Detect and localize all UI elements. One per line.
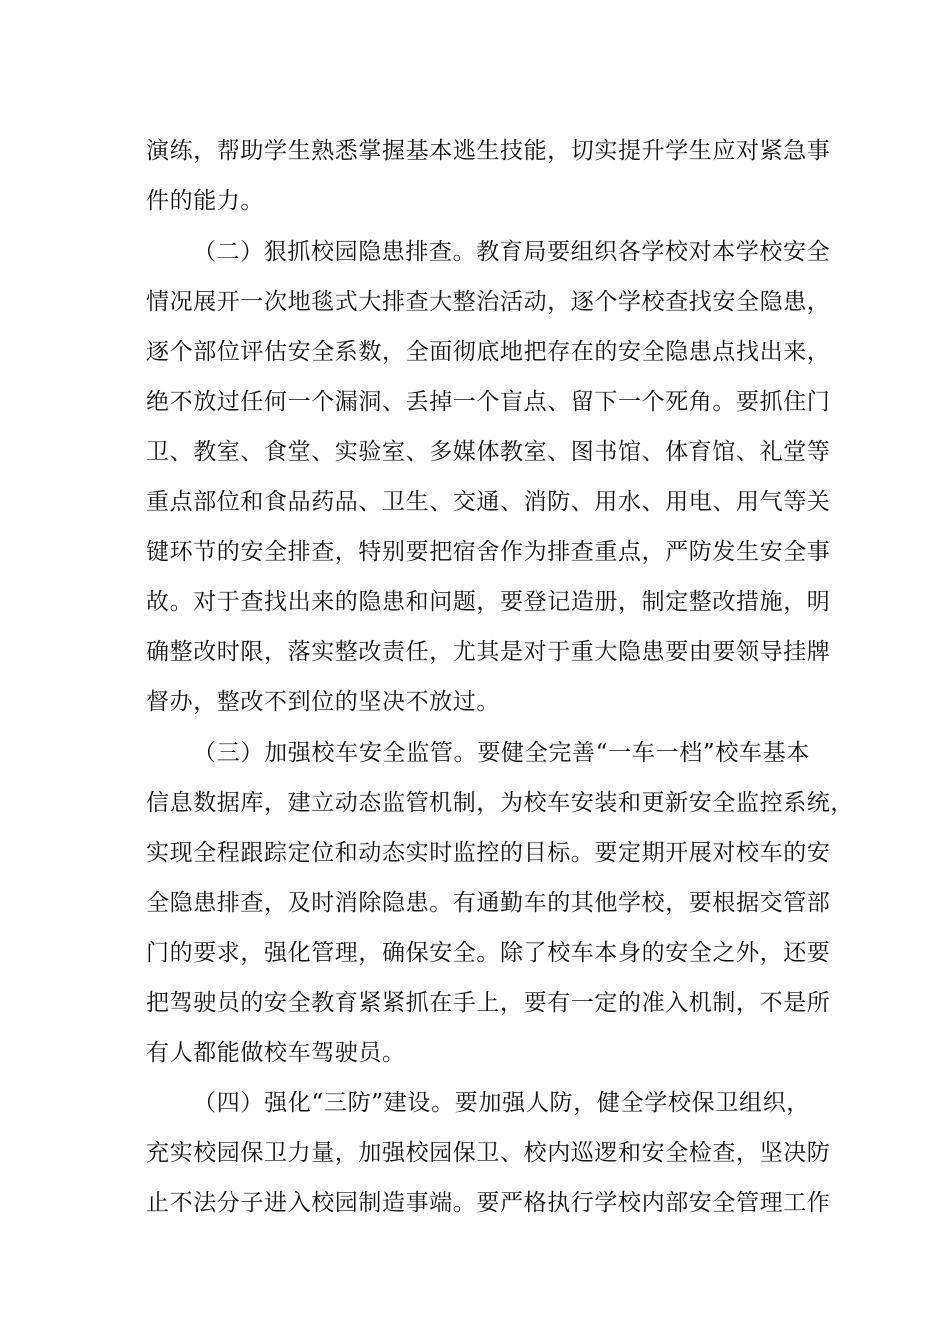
- body-text-line: 故。对于查找出来的隐患和问题，要登记造册，制定整改措施，明: [146, 589, 831, 615]
- body-text-line: 键环节的安全排查，特别要把宿舍作为排查重点，严防发生安全事: [146, 539, 831, 565]
- body-text-line: 逐个部位评估安全系数，全面彻底地把存在的安全隐患点找出来，: [146, 339, 831, 365]
- paragraph-heading-line: （三）加强校车安全监管。要健全完善“一车一档”校车基本: [193, 740, 810, 766]
- body-text-line: 确整改时限，落实整改责任，尤其是对于重大隐患要由要领导挂牌: [146, 639, 831, 665]
- body-text-line: 全隐患排查，及时消除隐患。有通勤车的其他学校，要根据交管部: [146, 890, 831, 916]
- body-text-line: 绝不放过任何一个漏洞、丢掉一个盲点、留下一个死角。要抓住门: [146, 389, 831, 415]
- body-text-line: 卫、教室、食堂、实验室、多媒体教室、图书馆、体育馆、礼堂等: [146, 439, 831, 465]
- body-text-line: 演练，帮助学生熟悉掌握基本逃生技能，切实提升学生应对紧急事: [146, 138, 831, 164]
- paragraph-heading-line: （四）强化“三防”建设。要加强人防，健全学校保卫组织，: [193, 1090, 810, 1116]
- body-text-line: 把驾驶员的安全教育紧紧抓在手上，要有一定的准入机制，不是所: [146, 990, 831, 1016]
- body-text-line: 信息数据库，建立动态监管机制，为校车安装和更新安全监控系统，: [146, 790, 854, 816]
- body-text-line: 充实校园保卫力量，加强校园保卫、校内巡逻和安全检查，坚决防: [146, 1140, 831, 1166]
- body-text-line: 情况展开一次地毯式大排查大整治活动，逐个学校查找安全隐患，: [146, 289, 831, 315]
- body-text-line: 实现全程跟踪定位和动态实时监控的目标。要定期开展对校车的安: [146, 840, 831, 866]
- body-text-line: 重点部位和食品药品、卫生、交通、消防、用水、用电、用气等关: [146, 489, 831, 515]
- body-text-line: 有人都能做校车驾驶员。: [146, 1040, 406, 1066]
- body-text-line: 件的能力。: [146, 188, 264, 214]
- body-text-line: 止不法分子进入校园制造事端。要严格执行学校内部安全管理工作: [146, 1190, 831, 1216]
- paragraph-heading-line: （二）狠抓校园隐患排查。教育局要组织各学校对本学校安全: [193, 239, 831, 265]
- body-text-line: 督办，整改不到位的坚决不放过。: [146, 689, 500, 715]
- body-text-line: 门的要求，强化管理，确保安全。除了校车本身的安全之外，还要: [146, 940, 831, 966]
